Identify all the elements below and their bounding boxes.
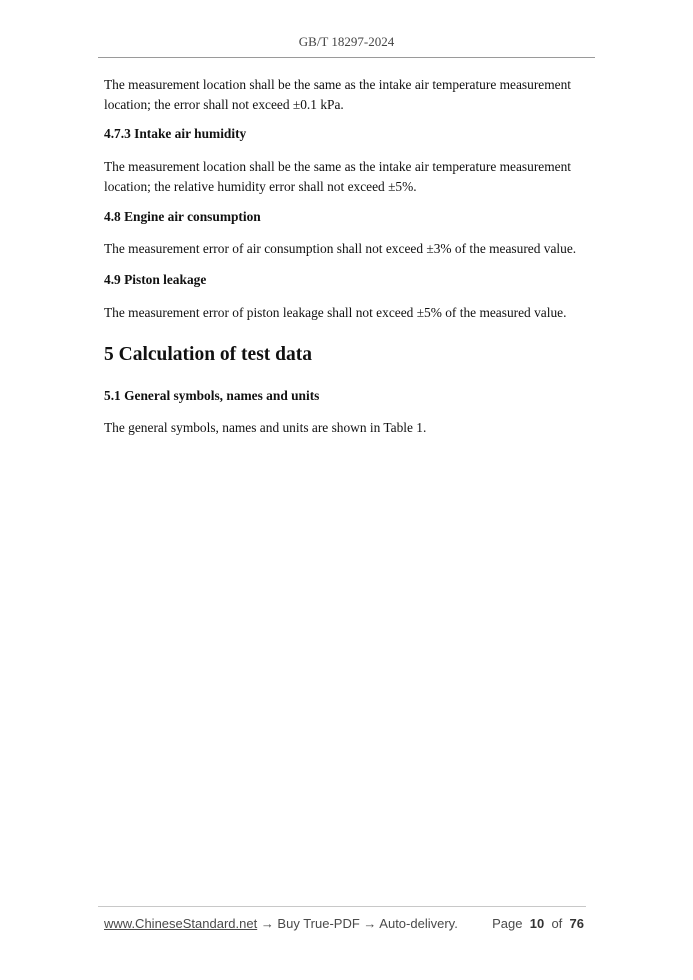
paragraph-text: The measurement location shall be the same as the intake air temperature measurement location; the error shall not exceed ±0.1 kPa.: [104, 77, 571, 112]
paragraph-text: The general symbols, names and units are shown in Table 1.: [104, 420, 427, 435]
heading-5: [104, 343, 596, 367]
paragraph-air-consumption: [104, 239, 596, 259]
page-label: Page: [492, 916, 523, 931]
paragraph-piston-leakage: [104, 303, 596, 323]
site-link[interactable]: www.ChineseStandard.net: [104, 916, 258, 931]
paragraph-humidity-location: [104, 157, 596, 197]
heading-4-9: [104, 271, 596, 289]
footer-divider: [98, 906, 586, 907]
page-of-label: of: [551, 916, 563, 931]
heading-text: 4.7.3 Intake air humidity: [104, 126, 247, 141]
heading-text: 5 Calculation of test data: [104, 344, 312, 365]
page-current: 10: [529, 916, 545, 931]
paragraph-text: The measurement error of piston leakage shall not exceed ±5% of the measured value.: [104, 305, 567, 320]
promo-text: → Buy True-PDF → Auto-delivery.: [257, 916, 458, 931]
page-counter: [492, 916, 584, 931]
page-header-doc-code: GB/T 18297-2024: [298, 34, 395, 49]
header-divider: [98, 57, 595, 58]
footer-promo: [104, 916, 458, 931]
heading-5-1: [104, 387, 596, 405]
paragraph-table-reference: [104, 418, 596, 438]
heading-4-8: [104, 208, 596, 226]
paragraph-text: The measurement location shall be the same as the intake air temperature measurement location; the relative humidity error shall not exceed ±5%.: [104, 159, 571, 194]
heading-text: 4.9 Piston leakage: [104, 272, 207, 287]
heading-4-7-3: [104, 125, 596, 143]
paragraph-pressure-location: [104, 75, 596, 115]
heading-text: 4.8 Engine air consumption: [104, 209, 261, 224]
heading-text: 5.1 General symbols, names and units: [104, 388, 320, 403]
page-total: 76: [569, 916, 584, 931]
paragraph-text: The measurement error of air consumption shall not exceed ±3% of the measured value.: [104, 241, 577, 256]
